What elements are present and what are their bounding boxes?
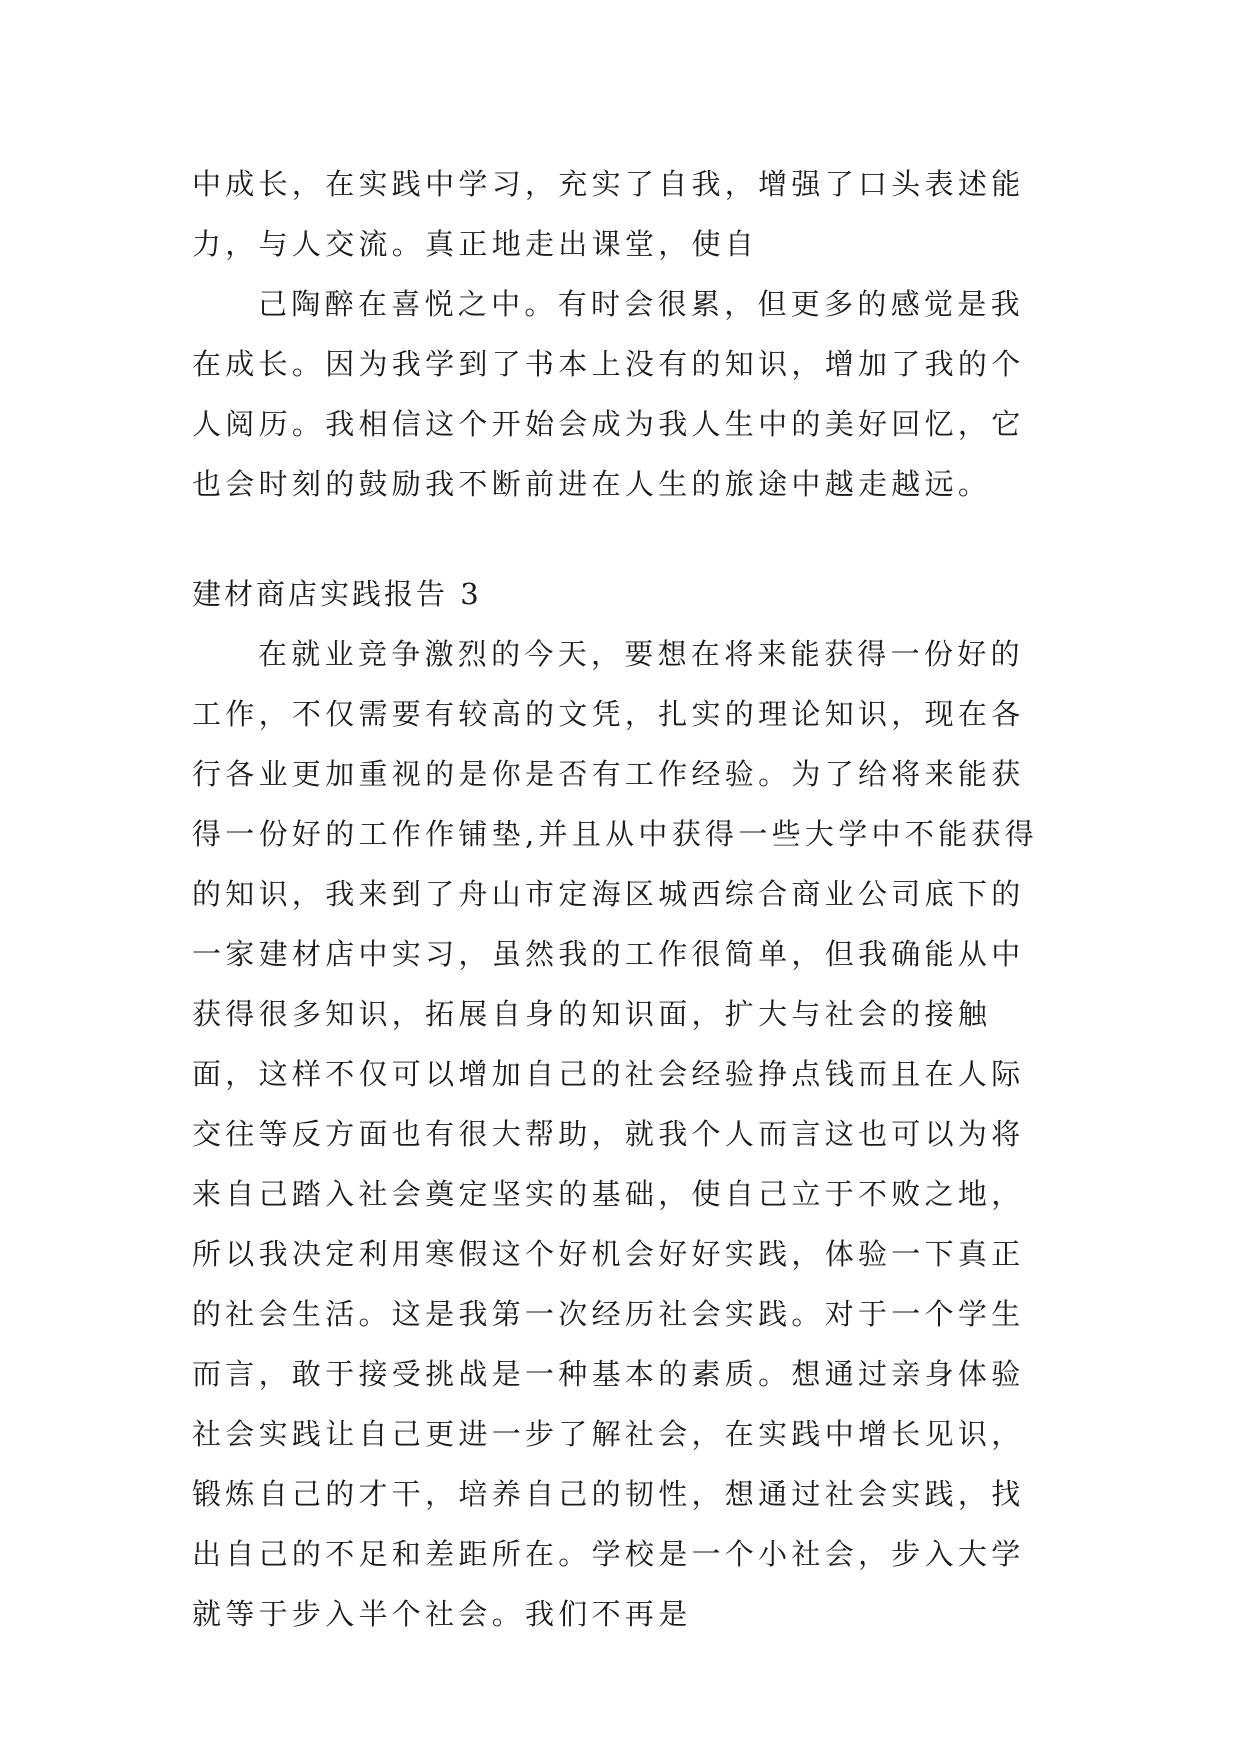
paragraph-intro: 在就业竞争激烈的今天，要想在将来能获得一份好的工作，不仅需要有较高的文凭，扎实的理论知识，现在各行各业更加重视的是你是否有工作经验。为了给将来能获得一份好的工作作铺垫,并且从中获得一些大学中不能获得的知识，我来到了舟山市定海区城西综合商业公司底下的一家建材店中实习，虽然我的工作很简单，但我确能从中获得很多知识，拓展自身的知识面，扩大与社会的接触面，这样不仅可以增加自己的社会经验挣点钱而且在人际交往等反方面也有很大帮助，就我个人而言这也可以为将来自己踏入社会奠定坚实的基础，使自己立于不败之地，所以我决定利用寒假这个好机会好好实践，体验一下真正的社会生活。这是我第一次经历社会实践。对于一个学生而言，敢于接受挑战是一种基本的素质。想通过亲身体验社会实践让自己更进一步了解社会，在实践中增长见识，锻炼自己的才干，培养自己的韧性，想通过社会实践，找出自己的不足和差距所在。学校是一个小社会，步入大学就等于步入半个社会。我们不再是 <box>192 637 1039 1631</box>
paragraph-reflection: 己陶醉在喜悦之中。有时会很累，但更多的感觉是我在成长。因为我学到了书本上没有的知识，增加了我的个人阅历。我相信这个开始会成为我人生中的美好回忆，它也会时刻的鼓励我不断前进在人生的旅途中越走越远。 <box>192 287 1025 501</box>
section-heading: 建材商店实践报告 3 <box>192 577 482 611</box>
paragraph-continued: 中成长，在实践中学习，充实了自我，增强了口头表述能力，与人交流。真正地走出课堂，使自 <box>192 167 1025 261</box>
